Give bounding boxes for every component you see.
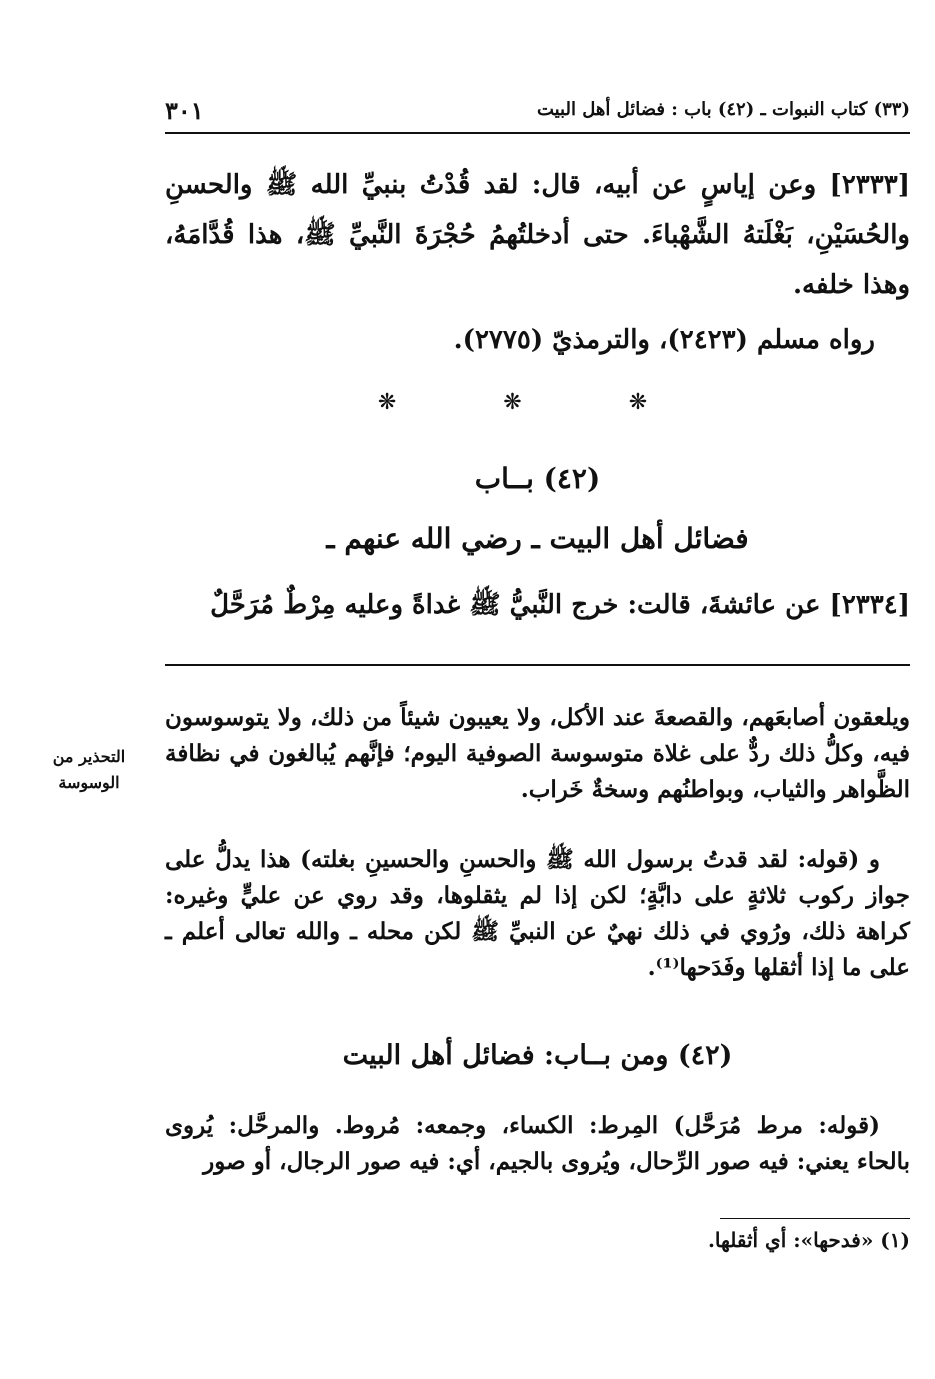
commentary-paragraph: و (قوله: لقد قدتُ برسول الله ﷺ والحسنِ والحسينِ بغلته) هذا يدلُّ على جواز ركوب ثلاثةٍ على دابَّةٍ؛ لكن إذا لم يثقلوها، وقد روي عن عليٍّ وغيره: كراهة ذلك، ورُوي في ذلك نهيٌ عن النبيِّ ﷺ لكن محله ـ والله تعالى أعلم ـ على ما إذا أثقلها وفَدَحها⁽¹⁾. xyxy=(165,846,910,981)
chapter-title: فضائل أهل البيت ـ رضي الله عنهم ـ xyxy=(326,522,749,555)
header-rule xyxy=(165,132,910,134)
hadith-2334: [٢٣٣٤] عن عائشةَ، قالت: خرج النَّبيُّ ﷺ غداةً وعليه مِرْطٌ مُرَحَّلٌ xyxy=(210,590,910,620)
hadith-source: رواه مسلم (٢٤٢٣)، والترمذيّ (٢٧٧٥). xyxy=(453,325,875,355)
separator-stars: ❋ ❋ ❋ xyxy=(377,390,698,415)
page-number: ٣٠١ xyxy=(165,96,204,125)
commentary-paragraph: ويلعقون أصابعَهم، والقصعةَ عند الأكل، ولا يعيبون شيئاً من ذلك، ولا يتوسوسون فيه، وكلُّ ذلك ردٌّ على غلاة متوسوسة الصوفية اليوم؛ فإنَّهم يُبالغون في نظافة الظَّواهر والثياب، وبواطنُهم وسخةٌ خَراب. xyxy=(165,704,910,803)
margin-note: التحذير من الوسوسة xyxy=(52,747,126,792)
hadith-2333: [٢٣٣٣] وعن إياسٍ عن أبيه، قال: لقد قُدْتُ بنبيِّ الله ﷺ والحسنِ والحُسَيْنِ، بَغْلَتهُ الشَّهْباءَ. حتى أدخلتُهمُ حُجْرَةَ النَّبيِّ ﷺ، هذا قُدَّامَهُ، وهذا خلفه. xyxy=(165,170,910,300)
footnote: (١) «فدحها»: أي أثقلها. xyxy=(707,1228,910,1252)
commentary-paragraph: (قوله: مرط مُرَحَّل) المِرط: الكساء، وجمعه: مُروط. والمرحَّل: يُروى بالحاء يعني: فيه صور الرِّحال، ويُروى بالجيم، أي: فيه صور الرجال، أو صور xyxy=(165,1112,910,1175)
footnote-rule xyxy=(720,1218,910,1219)
main-rule xyxy=(165,664,910,666)
chapter-number: (٤٢) بــاب xyxy=(474,462,601,495)
header-title: (٣٣) كتاب النبوات ـ (٤٢) باب : فضائل أهل البيت xyxy=(536,99,910,120)
running-header xyxy=(165,96,910,130)
section-heading: (٤٢) ومن بــاب: فضائل أهل البيت xyxy=(342,1040,733,1071)
